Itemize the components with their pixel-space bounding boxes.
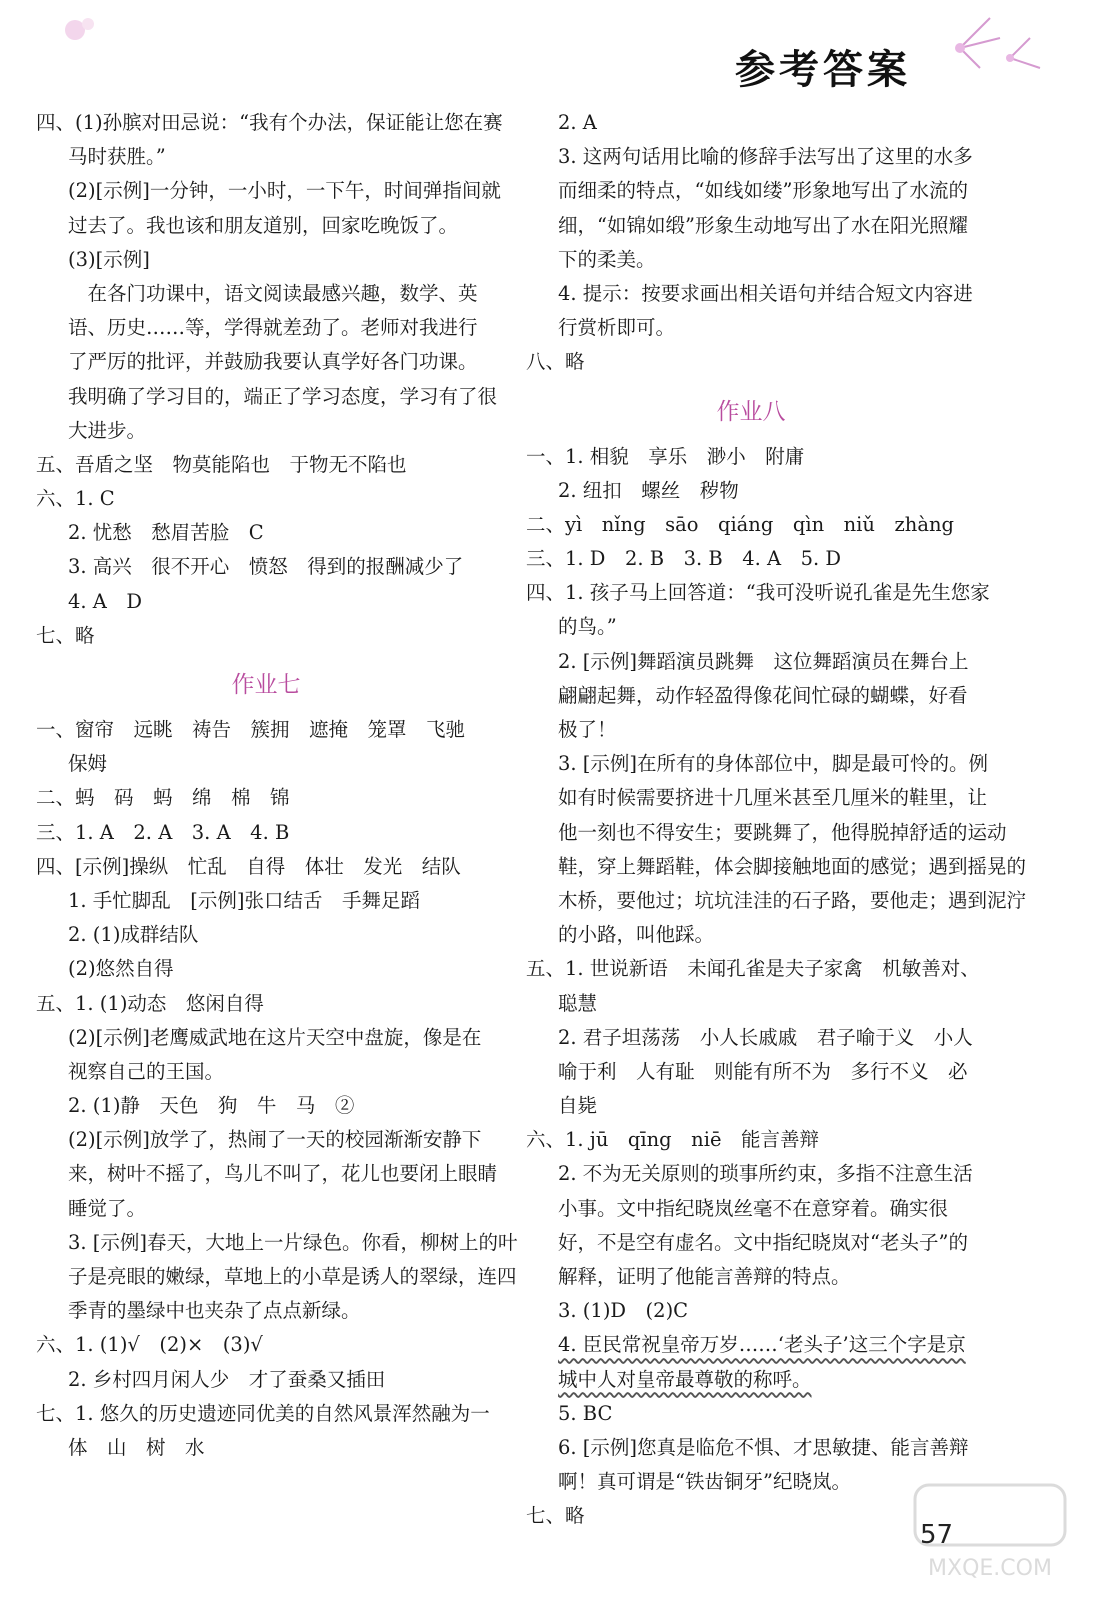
answer-text: 城中人对皇帝最尊敬的称呼。 — [558, 1367, 812, 1391]
answer-text: 四、(1)孙膑对田忌说：“我有个办法，保证能让您在赛 — [36, 111, 503, 134]
answer-line — [526, 679, 976, 713]
answer-line — [526, 713, 976, 747]
answer-text: 过去了。我也该和朋友道别，回家吃晚饭了。 — [68, 213, 459, 237]
answer-text: (2)[示例]放学了，热闹了一天的校园渐渐安静下 — [68, 1128, 482, 1152]
answer-line — [36, 1123, 496, 1157]
answer-text: 喻于利 人有耻 则能有所不为 多行不义 必 — [558, 1059, 968, 1083]
answer-line — [526, 1397, 976, 1431]
answer-line — [36, 1226, 518, 1260]
answer-line — [526, 1431, 976, 1465]
answer-text: 子是亮眼的嫩绿，草地上的小草是诱人的翠绿，连四 — [68, 1265, 517, 1288]
answer-text: 睡觉了。 — [68, 1196, 147, 1220]
answer-line — [526, 243, 976, 277]
section-title — [36, 653, 496, 713]
answer-text: 来，树叶不摇了，鸟儿不叫了，花儿也要闭上眼睛 — [68, 1162, 498, 1186]
answer-text: 2. 不为无关原则的琐事所约束，多指不注意生活 — [558, 1162, 973, 1186]
answer-line — [36, 1431, 496, 1465]
answer-text: 3. [示例]在所有的身体部位中，脚是最可怜的。例 — [558, 752, 989, 776]
answer-text: (2)悠然自得 — [68, 957, 174, 981]
answer-line — [36, 1260, 517, 1294]
flower-decoration-icon — [50, 10, 110, 50]
answer-text: 小事。文中指纪晓岚丝毫不在意穿着。确实很 — [558, 1196, 949, 1220]
answer-text: 六、1. jū qīng niē 能言善辩 — [526, 1128, 820, 1152]
answer-line — [526, 610, 976, 644]
answer-line — [526, 952, 980, 986]
answer-text: (2)[示例]一分钟，一小时，一下午，时间弹指间就 — [68, 179, 501, 203]
answer-line — [36, 209, 496, 243]
answer-text: 视察自己的王国。 — [68, 1059, 225, 1083]
page-title: 参考答案 — [735, 47, 911, 93]
answer-line — [526, 1260, 976, 1294]
answer-text: 翩翩起舞，动作轻盈得像花间忙碌的蝴蝶，好看 — [558, 683, 968, 707]
answer-text: 细，“如锦如缎”形象生动地写出了水在阳光照耀 — [558, 213, 968, 237]
answer-line — [526, 1089, 976, 1123]
answer-line — [36, 619, 496, 653]
answer-text: 下的柔美。 — [558, 247, 656, 271]
answer-line — [526, 277, 976, 311]
answer-text: 的小路，叫他踩。 — [558, 923, 715, 947]
answer-line — [36, 311, 496, 345]
answer-line — [36, 1363, 496, 1397]
answer-line — [36, 550, 496, 584]
answer-text: 3. 高兴 很不开心 愤怒 得到的报酬减少了 — [68, 555, 464, 579]
answer-line — [36, 1021, 496, 1055]
answer-line — [36, 781, 496, 815]
answer-line — [36, 884, 496, 918]
answer-text: 6. [示例]您真是临危不惧、才思敏捷、能言善辩 — [558, 1435, 969, 1459]
answer-text: 七、略 — [36, 623, 95, 647]
answer-text: 2. A — [558, 111, 597, 134]
answer-text: 2. 忧愁 愁眉苦脸 C — [68, 521, 264, 545]
answer-line — [526, 1192, 976, 1226]
answer-line — [526, 209, 976, 243]
page-number: 57 — [920, 1520, 954, 1550]
answer-line — [36, 448, 496, 482]
answer-text: 四、1. 孩子马上回答道：“我可没听说孔雀是先生您家 — [526, 581, 990, 605]
answer-text: 聪慧 — [558, 991, 598, 1015]
answer-text: 3. [示例]春天，大地上一片绿色。你看，柳树上的叶 — [68, 1230, 518, 1254]
answer-text: 体 山 树 水 — [68, 1435, 205, 1459]
answer-line — [36, 345, 496, 379]
answer-text: 2. [示例]舞蹈演员跳舞 这位舞蹈演员在舞台上 — [558, 649, 969, 673]
answer-text: 大进步。 — [68, 418, 147, 442]
answer-line — [36, 482, 496, 516]
answer-text: 1. 手忙脚乱 [示例]张口结舌 手舞足蹈 — [68, 888, 421, 912]
answer-text: 在各门功课中，语文阅读最感兴趣，数学、英 — [68, 281, 478, 305]
answer-text: 五、吾盾之坚 物莫能陷也 于物无不陷也 — [36, 452, 407, 476]
answer-line — [526, 1157, 976, 1191]
answer-line — [526, 174, 976, 208]
answer-text: 2. 纽扣 螺丝 秽物 — [558, 478, 739, 502]
answer-text: 我明确了学习目的，端正了学习态度，学习有了很 — [68, 384, 498, 408]
answer-line — [526, 106, 976, 140]
answer-line — [36, 106, 503, 140]
answer-text: 六、1. (1)√ (2)× (3)√ — [36, 1333, 263, 1357]
answer-text: 而细柔的特点，“如线如缕”形象地写出了水流的 — [558, 179, 968, 203]
answer-line — [36, 1294, 496, 1328]
answer-line — [36, 516, 496, 550]
answer-text: 七、略 — [526, 1504, 585, 1528]
answer-line — [526, 1226, 976, 1260]
answer-line — [36, 1192, 496, 1226]
answer-text: 五、1. (1)动态 悠闲自得 — [36, 991, 264, 1015]
answer-line — [526, 508, 976, 542]
answer-text: 三、1. D 2. B 3. B 4. A 5. D — [526, 547, 842, 571]
answer-text: 马时获胜。” — [68, 145, 166, 169]
answer-line — [36, 713, 496, 747]
answer-line — [36, 1089, 496, 1123]
answer-line — [36, 1157, 496, 1191]
answer-line — [36, 174, 501, 208]
answer-text: 2. 乡村四月闲人少 才了蚕桑又插田 — [68, 1367, 386, 1391]
answer-text: 极了！ — [558, 718, 617, 741]
answer-line — [36, 380, 496, 414]
answer-line — [526, 474, 976, 508]
answer-line — [526, 987, 976, 1021]
svg-text:MXQE.COM: MXQE.COM — [928, 1556, 1052, 1581]
answer-text: 4. 提示：按要求画出相关语句并结合短文内容进 — [558, 281, 973, 305]
answer-line — [36, 585, 496, 619]
answer-text: 3. (1)D (2)C — [558, 1299, 689, 1323]
answer-line — [36, 243, 496, 277]
answer-line — [36, 140, 496, 174]
answer-line — [36, 918, 496, 952]
answer-line — [526, 645, 976, 679]
answer-line — [36, 1055, 496, 1089]
answer-text: 4. A D — [68, 589, 143, 613]
answer-text: 啊！真可谓是“铁齿铜牙”纪晓岚。 — [558, 1470, 851, 1494]
answer-line — [526, 781, 988, 815]
answer-text: 自毙 — [558, 1094, 598, 1118]
answer-line — [526, 576, 990, 610]
answer-text: 鞋，穿上舞蹈鞋，体会脚接触地面的感觉；遇到摇晃的 — [558, 854, 1027, 878]
answer-text: 好，不是空有虚名。文中指纪晓岚对“老头子”的 — [558, 1230, 968, 1254]
answer-line — [36, 952, 496, 986]
answer-text: 语、历史……等，学得就差劲了。老师对我进行 — [68, 316, 478, 340]
answer-text: 五、1. 世说新语 未闻孔雀是夫子家禽 机敏善对、 — [526, 957, 980, 981]
answer-line — [36, 1397, 496, 1431]
answer-text: 的鸟。” — [558, 615, 617, 639]
answer-line — [526, 1328, 976, 1362]
answer-text: 他一刻也不得安生；要跳舞了，他得脱掉舒适的运动 — [558, 820, 1007, 844]
answer-line — [526, 816, 1007, 850]
flower-decoration-icon — [930, 8, 1050, 88]
answer-text: 四、[示例]操纵 忙乱 自得 体壮 发光 结队 — [36, 854, 461, 878]
answer-text: 3. 这两句话用比喻的修辞手法写出了这里的水多 — [558, 145, 973, 169]
answer-line — [36, 816, 496, 850]
answer-text: 2. 君子坦荡荡 小人长戚戚 君子喻于义 小人 — [558, 1025, 973, 1049]
answer-line — [526, 440, 976, 474]
answer-text: 二、蚂 码 蚂 绵 棉 锦 — [36, 786, 290, 810]
answer-text: 2. (1)静 天色 狗 牛 马 ② — [68, 1094, 355, 1118]
answer-text: 八、略 — [526, 350, 585, 374]
answer-text: 一、窗帘 远眺 祷告 簇拥 遮掩 笼罩 飞驰 — [36, 718, 466, 741]
answer-text: (3)[示例] — [68, 247, 150, 271]
answer-line — [526, 1021, 976, 1055]
answer-text: 如有时候需要挤进十几厘米甚至几厘米的鞋里，让 — [558, 786, 988, 810]
answer-text: 季青的墨绿中也夹杂了点点新绿。 — [68, 1299, 361, 1323]
answer-line — [526, 1363, 976, 1397]
right-column — [526, 106, 1027, 1534]
answer-text: 行赏析即可。 — [558, 316, 676, 340]
answer-line — [526, 140, 976, 174]
section-title-text: 作业八 — [716, 398, 786, 425]
section-title — [526, 380, 976, 440]
answer-line — [36, 850, 496, 884]
answer-text: 2. (1)成群结队 — [68, 923, 199, 947]
answer-line — [36, 987, 496, 1021]
answer-text: (2)[示例]老鹰威武地在这片天空中盘旋，像是在 — [68, 1025, 482, 1049]
section-title-text: 作业七 — [231, 672, 301, 698]
answer-text: 三、1. A 2. A 3. A 4. B — [36, 820, 290, 844]
answer-line — [36, 277, 496, 311]
answer-line — [526, 1055, 976, 1089]
answer-line — [36, 747, 496, 781]
answer-text: 了严厉的批评，并鼓励我要认真学好各门功课。 — [68, 350, 478, 374]
answer-line — [526, 747, 989, 781]
answer-line — [526, 918, 976, 952]
answer-text: 解释，证明了他能言善辩的特点。 — [558, 1265, 851, 1288]
answer-line — [526, 345, 976, 379]
answer-line — [526, 1294, 976, 1328]
answer-line — [526, 850, 1027, 884]
answer-line — [36, 1328, 496, 1362]
answer-line — [526, 884, 1027, 918]
answer-line — [526, 1123, 976, 1157]
left-column — [36, 106, 518, 1465]
answer-line — [526, 311, 976, 345]
answer-text: 木桥，要他过；坑坑洼洼的石子路，要他走；遇到泥泞 — [558, 888, 1027, 912]
answer-text: 六、1. C — [36, 487, 115, 511]
answer-line — [526, 542, 976, 576]
answer-text: 一、1. 相貌 享乐 渺小 附庸 — [526, 444, 805, 468]
answer-text: 5. BC — [558, 1401, 613, 1425]
answer-text: 七、1. 悠久的历史遗迹同优美的自然风景浑然融为一 — [36, 1401, 490, 1425]
answer-line — [36, 414, 496, 448]
answer-text: 二、yì nǐng sāo qiáng qìn niǔ zhàng — [526, 512, 954, 536]
answer-text: 4. 臣民常祝皇帝万岁……‘老头子’这三个字是京 — [558, 1333, 966, 1357]
answer-text: 保姆 — [68, 752, 108, 776]
